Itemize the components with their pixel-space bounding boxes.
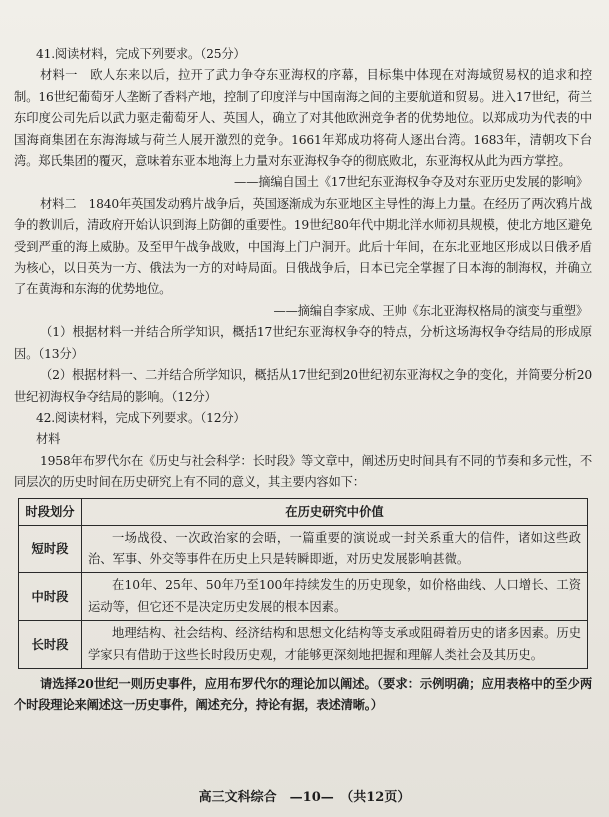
page-footer: 高三文科综合 —10— （共12页） [198, 790, 411, 805]
question-41-part-2: （2）根据材料一、二并结合所学知识，概括从17世纪到20世纪初东亚海权之争的变化，并简要分析20世纪初海权争夺结局的影响。（12分） [14, 368, 592, 404]
table-header-row [19, 498, 588, 525]
table-row-short [19, 525, 588, 573]
header-period: 时段划分 [19, 498, 82, 525]
time-period-table [18, 498, 588, 669]
period-medium: 中时段 [19, 573, 82, 621]
value-medium: 在10年、25年、50年乃至100年持续发生的历史现象，如价格曲线、人口增长、工资运动等，但它还不是决定历史发展的根本因素。 [82, 573, 588, 621]
page-content [14, 44, 592, 716]
value-long: 地理结构、社会结构、经济结构和思想文化结构等支承或阻碍着历史的诸多因素。历史学家只有借助于这些长时段历史观，才能够更深刻地把握和理解人类社会及其历史。 [82, 621, 588, 669]
material-label: 材料 [36, 432, 61, 447]
question-41-part-1: （1）根据材料一并结合所学知识，概括17世纪东亚海权争夺的特点，分析这场海权争夺结局的形成原因。（13分） [14, 325, 592, 361]
header-value: 在历史研究中价值 [82, 498, 588, 525]
material-intro: 1958年布罗代尔在《历史与社会科学：长时段》等文章中，阐述历史时间具有不同的节奏和多元性，不同层次的历史时间在历史研究上有不同的意义，其主要内容如下： [14, 453, 592, 490]
question-42-title: 42.阅读材料，完成下列要求。（12分） [36, 410, 246, 425]
material-1-text: 材料一 欧人东来以后，拉开了武力争夺东亚海权的序幕，目标集中体现在对海域贸易权的追求和控制。16世纪葡萄牙人垄断了香料产地，控制了印度洋与中国南海之间的主要航道和贸易。进入17世纪，荷兰东印度公司先后以武力驱走葡萄牙人、英国人，确立了对其他欧洲竞争者的优势地位。以郑成功为代表的中国海商集团在东海海域与荷兰人展开激烈的竞争。1661年郑成功将荷人逐出台湾。1683年，清朝攻下台湾。郑氏集团的覆灭，意味着东亚本地海上力量对东亚海权争夺的彻底败北，东亚海权从此为西方掌控。 [14, 68, 592, 169]
period-short: 短时段 [19, 525, 82, 573]
period-long: 长时段 [19, 621, 82, 669]
question-42-requirement: 请选择20世纪一则历史事件，应用布罗代尔的理论加以阐述。（要求：示例明确；应用表格中的至少两个时段理论来阐述这一历史事件，阐述充分，持论有据，表述清晰。） [14, 675, 592, 713]
table-row-long [19, 621, 588, 669]
question-41-title: 41.阅读材料，完成下列要求。（25分） [36, 47, 246, 61]
material-2-source: ——摘编自李家成、王帅《东北亚海权格局的演变与重塑》 [273, 303, 588, 318]
value-short: 一场战役、一次政治家的会晤，一篇重要的演说或一封关系重大的信件，诸如这些政治、军事、外交等事件在历史上只是转瞬即逝，对历史发展影响甚微。 [82, 525, 588, 573]
material-1-source: ——摘编自国土《17世纪东亚海权争夺及对东亚历史发展的影响》 [234, 175, 588, 190]
table-row-medium [19, 573, 588, 621]
material-2-text: 材料二 1840年英国发动鸦片战争后，英国逐渐成为东亚地区主导性的海上力量。在经历了两次鸦片战争的教训后，清政府开始认识到海上防御的重要性。19世纪80年代中期北洋水师初具规模，使北方地区避免受到严重的海上威胁。及至甲午战争战败，中国海上门户洞开。此后十年间，在东北亚地区形成以日俄矛盾为核心，以日英为一方、俄法为一方的对峙局面。日俄战争后，日本已完全掌握了日本海的制海权，并确立了在黄海和东海的优势地位。 [14, 196, 592, 297]
